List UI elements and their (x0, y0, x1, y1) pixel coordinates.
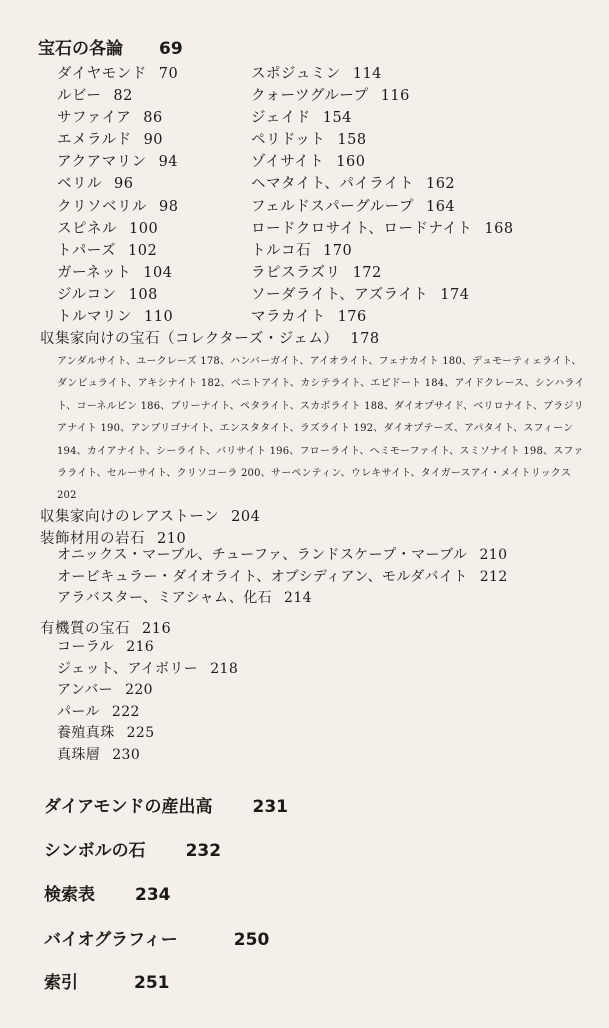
section-page: 232 (185, 841, 222, 861)
list-item (251, 196, 514, 218)
entry-page: 114 (352, 66, 382, 82)
section-title: 収集家向けのレアストーン (40, 509, 220, 525)
section-page: 178 (350, 331, 380, 347)
decorative-rocks-list (57, 545, 508, 610)
entry-name: ベリル (57, 176, 102, 193)
entry-page: 214 (284, 590, 312, 607)
entry-page: 70 (158, 66, 179, 82)
entry-name: アンバー (57, 682, 114, 699)
back-matter-search-table (44, 880, 171, 905)
list-item (57, 723, 238, 745)
entry-name: ラピスラズリ (251, 264, 341, 281)
list-item (251, 262, 514, 284)
entry-page: 86 (143, 110, 163, 127)
entry-name: ゾイサイト (251, 154, 325, 171)
entry-page: 160 (336, 154, 366, 171)
section-title: 有機質の宝石 (40, 621, 130, 637)
entry-page: 116 (380, 88, 410, 105)
section-title: 検索表 (44, 885, 95, 905)
section-page: 234 (135, 885, 171, 905)
entry-page: 94 (158, 154, 179, 171)
list-item (251, 85, 514, 107)
section-page: 250 (233, 930, 270, 950)
list-item (57, 85, 178, 107)
entry-name: コーラル (57, 639, 115, 655)
list-item (57, 107, 178, 129)
section-title: シンボルの石 (44, 841, 146, 861)
list-item (57, 240, 178, 262)
back-matter-symbol-stones (44, 836, 221, 861)
list-item (57, 173, 178, 195)
entry-name: フェルドスパーグループ (251, 198, 414, 215)
entry-page: 110 (144, 309, 174, 326)
collector-gems-heading (40, 327, 380, 348)
entry-page: 216 (126, 639, 155, 655)
list-item (57, 680, 238, 702)
list-item (251, 306, 514, 328)
list-item (57, 262, 178, 284)
section-page: 251 (134, 973, 170, 993)
list-item (57, 588, 508, 610)
entry-name: マラカイト (251, 309, 326, 326)
entry-page: 90 (143, 132, 164, 149)
list-item (57, 284, 178, 306)
entry-name: パール (57, 703, 100, 720)
entry-name: エメラルド (57, 132, 132, 149)
entry-name: ガーネット (57, 264, 132, 281)
entry-name: 養殖真珠 (57, 725, 115, 742)
section-title: ダイアモンドの産出高 (44, 797, 213, 817)
list-item (251, 63, 514, 85)
entry-page: 230 (112, 746, 141, 763)
entry-page: 174 (440, 286, 470, 303)
section-page: 231 (252, 797, 288, 817)
entry-name: 真珠層 (57, 746, 101, 763)
list-item (57, 306, 178, 328)
entry-page: 82 (113, 88, 133, 105)
entry-name: ヘマタイト、パイライト (251, 176, 414, 193)
entry-page: 164 (425, 198, 456, 215)
back-matter-diamond-production (44, 792, 288, 817)
entry-name: トルコ石 (251, 242, 311, 259)
entry-name: アクアマリン (57, 154, 147, 171)
section-title: 索引 (44, 973, 78, 993)
entry-name: スピネル (57, 220, 117, 237)
entry-page: 102 (128, 242, 158, 259)
list-item (57, 218, 178, 240)
entry-page: 168 (484, 220, 514, 237)
list-item (57, 545, 508, 567)
entry-name: ジルコン (57, 286, 117, 303)
list-item (57, 129, 178, 151)
entry-name: トルマリン (57, 309, 132, 326)
section-page: 210 (157, 531, 187, 547)
list-item (57, 196, 178, 218)
list-item (251, 218, 514, 240)
entry-name: クリソベリル (57, 198, 147, 215)
entry-page: 96 (114, 176, 134, 193)
list-item (251, 173, 514, 195)
entry-name: オービキュラー・ダイオライト、オブシディアン、モルダバイト (57, 568, 468, 585)
entry-page: 98 (159, 198, 179, 215)
entry-name: トパーズ (57, 242, 116, 259)
list-item (57, 702, 238, 724)
list-item (251, 107, 514, 129)
entry-page: 176 (337, 309, 367, 326)
entry-page: 104 (143, 264, 173, 281)
entry-page: 154 (322, 110, 352, 127)
entry-page: 222 (111, 703, 140, 720)
entry-page: 158 (337, 132, 367, 149)
entry-page: 172 (352, 264, 382, 281)
entry-name: ダイヤモンド (57, 66, 147, 82)
entry-name: ジェイド (251, 110, 311, 127)
rare-stones-heading (40, 505, 260, 526)
entry-page: 100 (129, 220, 159, 237)
organic-gems-list (57, 637, 238, 767)
entry-name: ジェット、アイボリー (57, 660, 199, 677)
entry-name: オニックス・マーブル、チューファ、ランドスケープ・マーブル (57, 547, 468, 563)
gem-list-left (57, 63, 178, 328)
list-item (57, 567, 508, 589)
list-item (251, 240, 514, 262)
section-title: 装飾材用の岩石 (40, 531, 145, 547)
list-item (57, 151, 178, 173)
entry-name: クォーツグループ (251, 88, 369, 105)
entry-page: 170 (323, 242, 353, 259)
back-matter-biography (44, 925, 269, 950)
list-item (57, 659, 238, 681)
back-matter-index (44, 968, 170, 993)
collector-gems-details: アンダルサイト、ユークレーズ 178、ハンバーガイト、アイオライト、フェナカイト 180、デュモーティェライト、ダンビュライト、アキシナイト 182、ベニトアイト、カシテライト、エピドート 184、アイドクレース、シンハライト、コーネルピン 186、ブリーナイト、ペタライト、スカボライト 188、ダイオプサイド、ベリロナイト、ブラジリアナイト 190、アンブリゴナイト、エンスタタイト、ラズライト 192、ダイオプテーズ、アパタイト、スフィーン 194、カイアナイト、シーライト、バリサイト 196、フローライト、ヘミモーファイト、スミソナイト 198、スファラライト、セルーサイト、クリソコーラ 200、サーペンティン、ウレキサイト、タイガースアイ・メイトリックス 202 (57, 356, 585, 502)
entry-name: アラバスター、ミアシャム、化石 (57, 590, 273, 607)
entry-page: 218 (210, 660, 239, 677)
list-item (57, 63, 178, 85)
organic-gems-heading (40, 617, 171, 638)
list-item (251, 284, 514, 306)
entry-page: 210 (479, 547, 508, 563)
entry-name: ロードクロサイト、ロードナイト (251, 220, 473, 237)
entry-name: ルビー (57, 88, 102, 105)
entry-name: ペリドット (251, 132, 326, 149)
entry-name: サファイア (57, 110, 132, 127)
entry-name: ソーダライト、アズライト (251, 286, 429, 303)
section-title: 収集家向けの宝石（コレクターズ・ジェム） (40, 331, 339, 347)
entry-page: 225 (126, 725, 155, 742)
section-page: 216 (142, 621, 172, 637)
entry-page: 212 (479, 568, 508, 585)
list-item (251, 151, 514, 173)
entry-name: スポジュミン (251, 66, 341, 82)
section-title: バイオグラフィー (44, 930, 178, 950)
entry-page: 108 (128, 286, 158, 303)
list-item (57, 745, 238, 767)
main-heading-page: 69 (159, 39, 183, 59)
entry-page: 162 (425, 176, 456, 193)
list-item (57, 637, 238, 659)
section-page: 204 (231, 509, 261, 525)
main-heading (38, 34, 183, 59)
gem-list-right (251, 63, 514, 328)
main-heading-title: 宝石の各論 (38, 39, 123, 59)
entry-page: 220 (125, 682, 153, 699)
list-item (251, 129, 514, 151)
